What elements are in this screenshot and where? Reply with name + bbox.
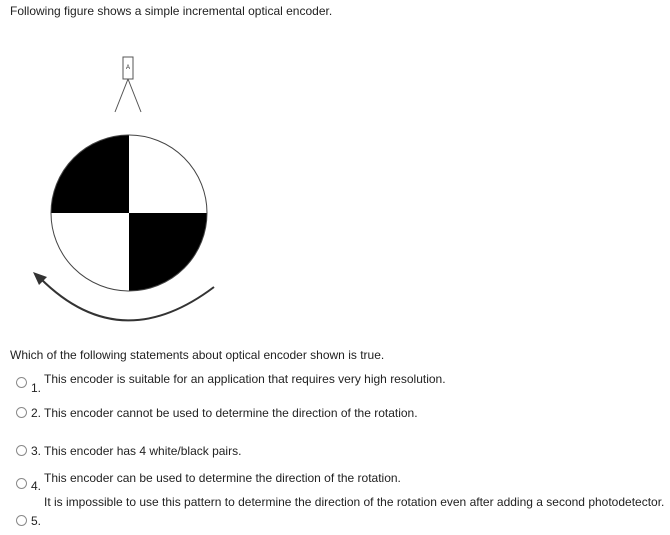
option-4[interactable] (16, 471, 616, 493)
option-2-number: 2. (31, 406, 42, 420)
question-prompt: Following figure shows a simple incremental optical encoder. (10, 4, 333, 18)
option-3-text: This encoder has 4 white/black pairs. (44, 444, 242, 458)
option-4-text: This encoder can be used to determine the direction of the rotation. (44, 471, 401, 485)
option-1-radio[interactable] (16, 377, 27, 388)
option-1-text: This encoder is suitable for an application that requires very high resolution. (44, 372, 446, 386)
option-4-radio[interactable] (16, 478, 27, 489)
option-5-text: It is impossible to use this pattern to determine the direction of the rotation even after adding a second photodetector. (44, 495, 665, 509)
option-1[interactable] (16, 371, 616, 393)
option-2-radio[interactable] (16, 407, 27, 418)
option-3[interactable] (16, 444, 616, 460)
encoder-figure (0, 50, 240, 340)
option-5-number: 5. (31, 514, 42, 528)
option-3-number: 3. (31, 444, 42, 458)
option-5[interactable] (16, 495, 665, 528)
option-3-radio[interactable] (16, 445, 27, 456)
question-text: Which of the following statements about optical encoder shown is true. (10, 348, 385, 362)
option-2[interactable] (16, 406, 616, 422)
option-4-number: 4. (31, 479, 42, 493)
encoder-disc (51, 135, 207, 291)
option-5-radio[interactable] (16, 515, 27, 526)
sensor-label: A (125, 65, 131, 71)
photodetector-sensor (115, 57, 141, 112)
option-1-number: 1. (31, 381, 42, 395)
option-2-text: This encoder cannot be used to determine the direction of the rotation. (44, 406, 418, 420)
